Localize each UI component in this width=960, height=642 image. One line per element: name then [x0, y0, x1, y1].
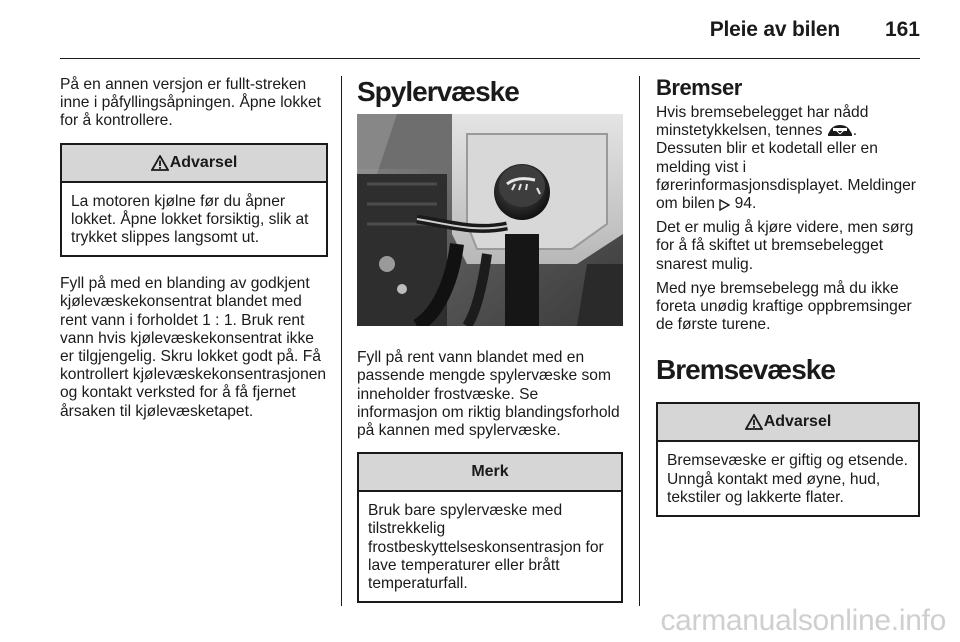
page-title: Pleie av bilen [709, 18, 840, 41]
column-1 [60, 76, 328, 427]
col2-note-box [357, 452, 623, 603]
watermark: carmanualsonline.info [660, 604, 946, 637]
col3-p1-before: Hvis bremsebelegget har nådd minstetykkelsen, tennes [656, 104, 869, 140]
col3-paragraph-2: Det er mulig å kjøre videre, men sørg for å få skiftet ut bremsebelegget snarest mulig. [656, 219, 914, 273]
col2-body: Fyll på rent vann blandet med en passende mengde spylervæske som inneholder frostvæske. Se informasjon om riktig blandingsforhold på kannen med spylervæske. [357, 349, 620, 440]
col2-note-title: Merk [471, 463, 509, 481]
col1-body: Fyll på med en blanding av godkjent kjølevæskekonsentrat blandet med rent vann i forholdet 1 : 1. Bruk rent vann hvis kjølevæskekonsentrat ikke er tilgjengelig. Skru lokket godt på. Få kontrollert kjølevæskekonsentrasjonen og kontakt verksted for å få fjernet årsaken til kjølevæsketapet. [60, 275, 327, 420]
col1-warning-title: Advarsel [169, 153, 238, 171]
page-number: 161 [884, 18, 920, 41]
header-rule [60, 58, 920, 59]
column-divider-2 [639, 76, 640, 606]
col3-warning-text: Bremsevæske er giftig og etsende. Unngå kontakt med øyne, hud, tekstiler og lakkerte flater. [667, 452, 908, 506]
col3-p1-after: . Dessuten blir et kodetall eller en melding vist i førerinformasjonsdisplayet. Meldinger om bilen [656, 122, 916, 213]
col1-warning-text: La motoren kjølne før du åpner lokket. Åpne lokket forsiktig, slik at trykket slippes langsomt ut. [71, 192, 309, 247]
col3-paragraph-1 [656, 104, 920, 213]
page-reference-icon [719, 199, 730, 211]
col3-warning-header [658, 404, 918, 442]
column-3 [656, 76, 920, 517]
col3-warning-title: Advarsel [763, 413, 832, 431]
col3-warning-box [656, 402, 920, 517]
warning-triangle-icon [745, 414, 763, 430]
car-symbol-icon [827, 124, 853, 138]
washer-fluid-cap-photo [357, 114, 623, 326]
bremsevaeske-heading: Bremsevæske [656, 354, 835, 386]
column-2 [357, 76, 623, 603]
bremser-heading: Bremser [656, 75, 742, 100]
col3-p1-ref: 94. [734, 195, 757, 213]
col2-note-text: Bruk bare spylervæske med tilstrekkelig frostbeskyttelseskonsentrasjon for lave temperaturer eller brått temperaturfall. [368, 502, 604, 593]
spylervaeske-heading: Spylervæske [357, 76, 519, 107]
col1-intro: På en annen versjon er fullt-streken inne i påfyllingsåpningen. Åpne lokket for å kontrollere. [60, 76, 321, 130]
col3-paragraph-3: Med nye bremsebelegg må du ikke foreta unødig kraftige oppbremsinger de første turene. [656, 279, 912, 334]
warning-triangle-icon [151, 155, 169, 171]
col1-warning-header [62, 145, 326, 183]
col1-warning-box [60, 143, 328, 258]
col2-note-header [359, 454, 621, 492]
column-divider-1 [341, 76, 342, 606]
